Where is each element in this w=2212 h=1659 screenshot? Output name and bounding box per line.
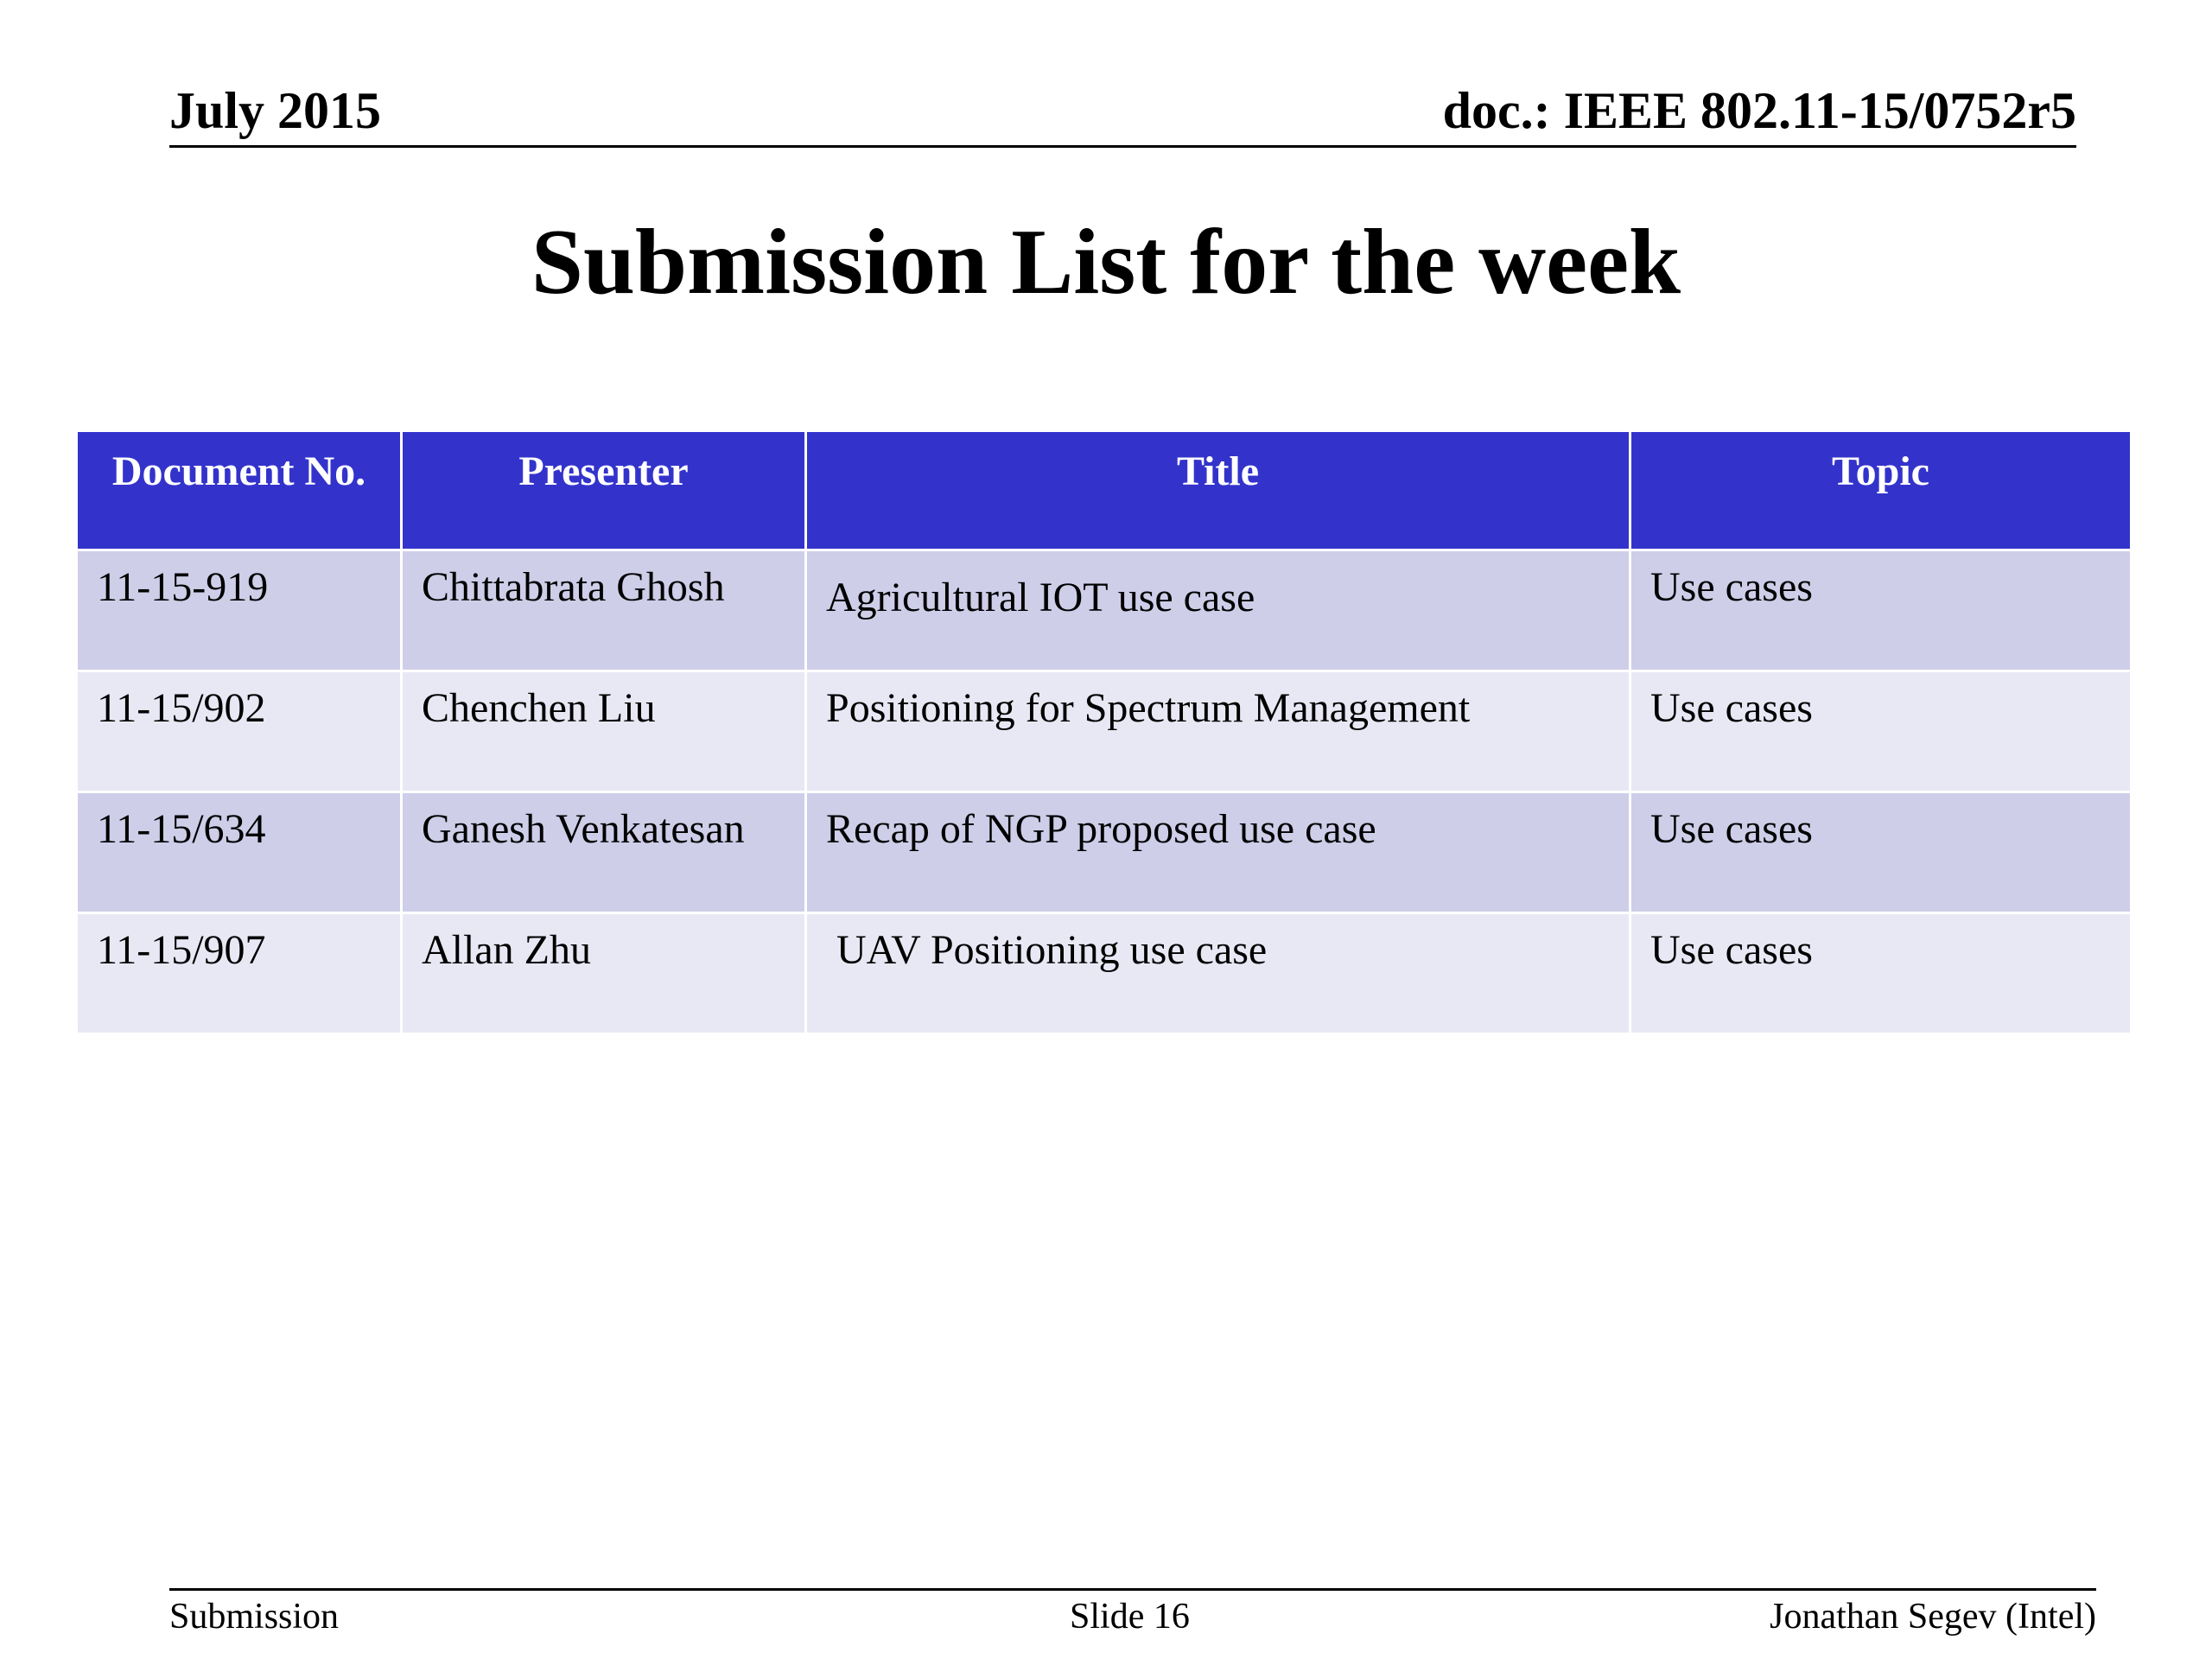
cell-document-no: 11-15/907 xyxy=(77,913,402,1034)
cell-presenter: Chenchen Liu xyxy=(402,671,806,792)
cell-title: UAV Positioning use case xyxy=(806,913,1630,1034)
column-header-presenter: Presenter xyxy=(402,431,806,550)
table-row xyxy=(77,550,2132,671)
cell-title: Positioning for Spectrum Management xyxy=(806,671,1630,792)
footer-author: Jonathan Segev (Intel) xyxy=(1770,1597,2096,1637)
cell-presenter: Ganesh Venkatesan xyxy=(402,792,806,913)
footer-submission: Submission xyxy=(169,1597,340,1637)
table-row xyxy=(77,913,2132,1034)
header-doc-id: doc.: IEEE 802.11-15/0752r5 xyxy=(1442,82,2076,139)
cell-topic: Use cases xyxy=(1630,550,2132,671)
column-header-title: Title xyxy=(806,431,1630,550)
cell-topic: Use cases xyxy=(1630,792,2132,913)
table-row xyxy=(77,792,2132,913)
cell-title: Recap of NGP proposed use case xyxy=(806,792,1630,913)
footer-slide-number: Slide 16 xyxy=(1070,1597,1190,1637)
cell-title: Agricultural IOT use case xyxy=(806,550,1630,671)
table-header-row xyxy=(77,431,2132,550)
cell-document-no: 11-15-919 xyxy=(77,550,402,671)
cell-presenter: Chittabrata Ghosh xyxy=(402,550,806,671)
submission-table xyxy=(75,429,2133,1035)
cell-document-no: 11-15/902 xyxy=(77,671,402,792)
column-header-document-no: Document No. xyxy=(77,431,402,550)
header-date: July 2015 xyxy=(169,82,382,139)
slide-title: Submission List for the week xyxy=(531,211,1681,314)
table-row xyxy=(77,671,2132,792)
cell-topic: Use cases xyxy=(1630,671,2132,792)
cell-document-no: 11-15/634 xyxy=(77,792,402,913)
cell-presenter: Allan Zhu xyxy=(402,913,806,1034)
column-header-topic: Topic xyxy=(1630,431,2132,550)
cell-topic: Use cases xyxy=(1630,913,2132,1034)
header-divider xyxy=(169,145,2076,148)
footer-divider xyxy=(169,1588,2096,1591)
